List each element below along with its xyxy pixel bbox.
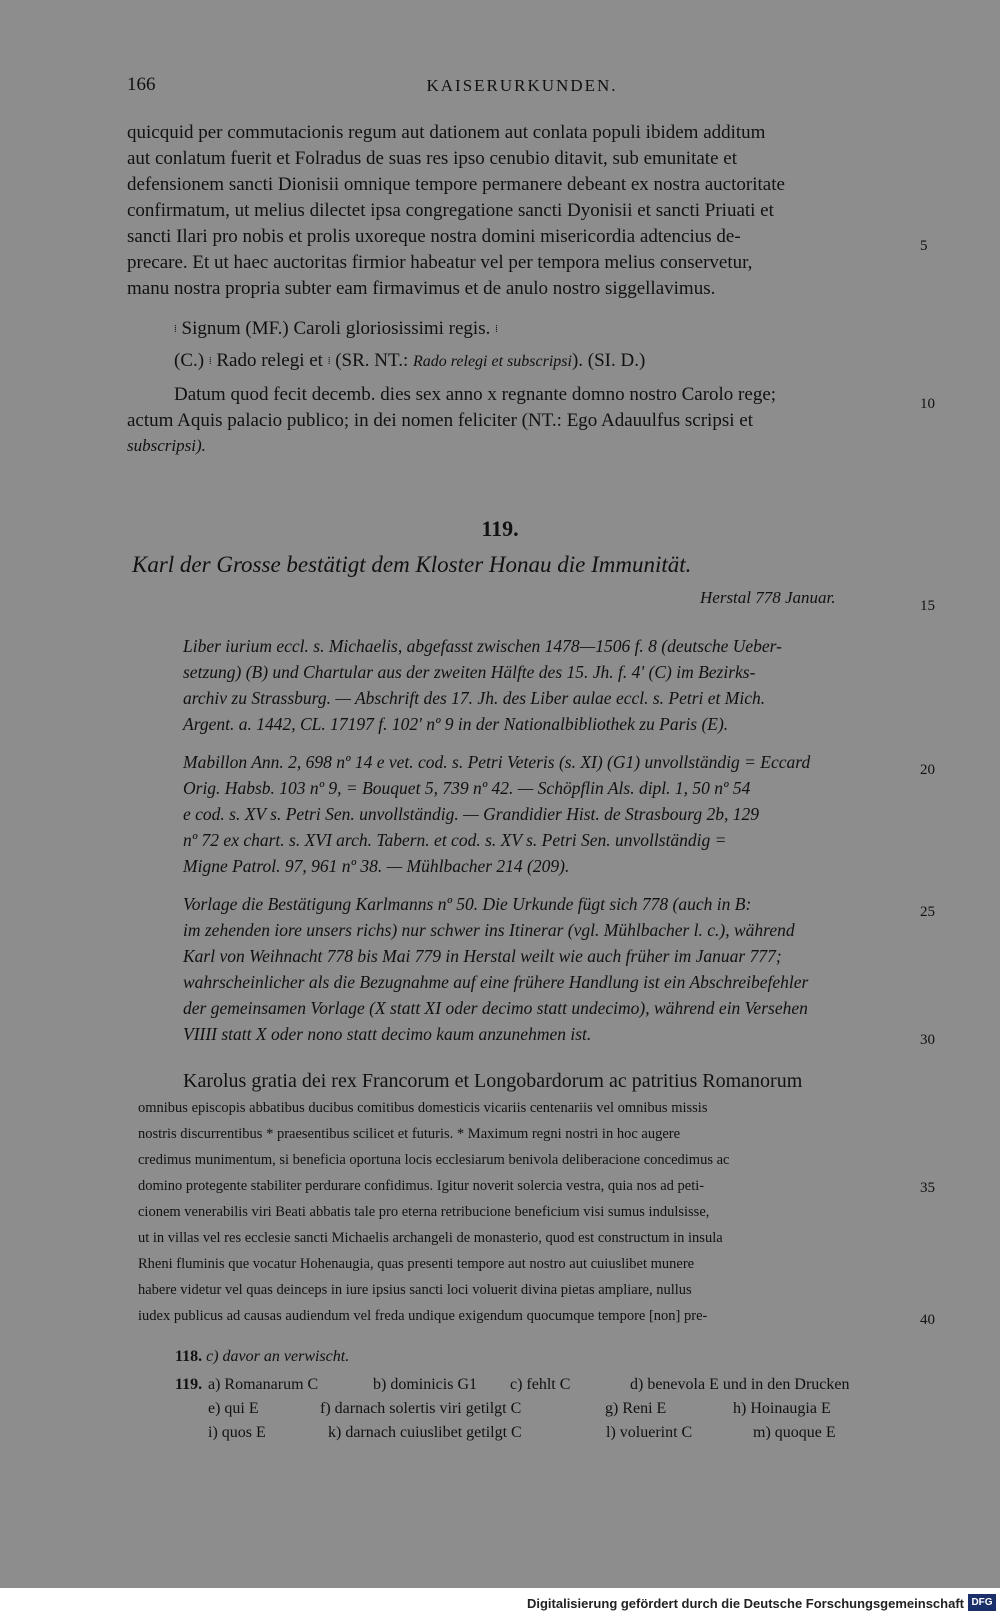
edition-line: e cod. s. XV s. Petri Sen. unvollständig. — Grandidier Hist. de Strasbourg 2b, 129 bbox=[183, 804, 760, 824]
commentary-line: der gemeinsamen Vorlage (X statt XI oder decimo statt undecimo), während ein Versehen bbox=[183, 998, 808, 1018]
line-marker: 15 bbox=[920, 598, 935, 614]
line-marker: 40 bbox=[920, 1312, 935, 1328]
datum-line: subscripsi). bbox=[127, 436, 206, 455]
charter-line: omnibus episcopis abbatibus ducibus comitibus domesticis vicariis centenariis vel omnibus missis bbox=[138, 1100, 708, 1116]
footnote-number: 119. bbox=[175, 1376, 203, 1393]
source-line: archiv zu Strassburg. — Abschrift des 17. Jh. des Liber aulae eccl. s. Petri et Mich. bbox=[183, 688, 766, 708]
chrismon-mark: ⁞ bbox=[208, 356, 212, 368]
text-line: manu nostra propria subter eam firmavimus et de anulo nostro siggellavimus. bbox=[127, 278, 716, 299]
text-line: aut conlatum fuerit et Folradus de suas res ipso cenubio ditavit, sub emunitate et bbox=[127, 148, 737, 169]
footnote-119-row bbox=[175, 1376, 202, 1394]
commentary-line: im zehenden iore unsers richs) nur schwer ins Itinerar (vgl. Mühlbacher l. c.), während bbox=[183, 920, 795, 940]
line-marker: 30 bbox=[920, 1032, 935, 1048]
commentary-line: VIIII statt X oder nono statt decimo kaum anzunehmen ist. bbox=[183, 1024, 592, 1044]
charter-line: domino protegente stabiliter perdurare confidimus. Igitur noverit solercia vestra, quia nos ad peti- bbox=[138, 1178, 705, 1194]
text-line: precare. Et ut haec auctoritas firmior habeatur vel per tempora melius conservetur, bbox=[127, 252, 753, 273]
page-number: 166 bbox=[127, 74, 156, 95]
commentary-line: Vorlage die Bestätigung Karlmanns nº 50. Die Urkunde fügt sich 778 (auch in B: bbox=[183, 894, 752, 914]
source-line: Argent. a. 1442, CL. 17197 f. 102' nº 9 in der Nationalbibliothek zu Paris (E). bbox=[183, 714, 729, 734]
footnote-item: i) quos E bbox=[208, 1424, 266, 1441]
edition-line: Mabillon Ann. 2, 698 nº 14 e vet. cod. s. Petri Veteris (s. XI) (G1) unvollständig = Eccard bbox=[183, 752, 811, 772]
signum-line bbox=[174, 318, 498, 340]
recognition-part: (SR. NT.: bbox=[335, 350, 409, 371]
datum-line: Datum quod fecit decemb. dies sex anno x regnante domno nostro Carolo rege; bbox=[174, 384, 777, 405]
charter-intitulatio: Karolus gratia dei rex Francorum et Longobardorum ac patritius Romanorum bbox=[183, 1070, 803, 1092]
footnote-item: a) Romanarum C bbox=[208, 1376, 319, 1393]
text-line: confirmatum, ut melius dilectet ipsa congregatione sancti Dyonisii et sancti Priuati et bbox=[127, 200, 774, 221]
source-line: Liber iurium eccl. s. Michaelis, abgefasst zwischen 1478—1506 f. 8 (deutsche Ueber- bbox=[183, 636, 782, 656]
signum-text: Signum (MF.) Caroli gloriosissimi regis. bbox=[181, 318, 491, 339]
footnote-item: b) dominicis G1 bbox=[373, 1376, 477, 1393]
recognition-part: Rado relegi et bbox=[216, 350, 323, 371]
document-title: Karl der Grosse bestätigt dem Kloster Honau die Immunität. bbox=[132, 552, 692, 577]
chrismon-mark: ⁞ bbox=[495, 324, 498, 336]
edition-line: Migne Patrol. 97, 961 nº 38. — Mühlbacher 214 (209). bbox=[183, 856, 570, 876]
footnote-item: f) darnach solertis viri getilgt C bbox=[320, 1400, 522, 1417]
footnote-item: m) quoque E bbox=[753, 1424, 836, 1441]
document-number: 119. bbox=[481, 516, 519, 541]
commentary-line: wahrscheinlicher als die Bezugnahme auf eine frühere Handlung ist ein Abschreibefehler bbox=[183, 972, 809, 992]
footnote-item: d) benevola E und in den Drucken bbox=[630, 1376, 850, 1393]
chrismon-mark: ⁞ bbox=[327, 356, 331, 368]
recognition-part: ). (SI. D.) bbox=[571, 350, 646, 371]
place-date: Herstal 778 Januar. bbox=[700, 588, 836, 607]
footnote-text: c) davor an verwischt. bbox=[206, 1348, 350, 1365]
footnote-118 bbox=[175, 1348, 349, 1366]
charter-line: credimus munimentum, si beneficia oportuna locis ecclesiarum benivola deliberacione concedimus ac bbox=[138, 1152, 730, 1168]
footnote-item: k) darnach cuiuslibet getilgt C bbox=[328, 1424, 522, 1441]
charter-line: Rheni fluminis que vocatur Hohenaugia, quas presenti tempore aut nostro aut cuiuslibet munere bbox=[138, 1256, 695, 1272]
recognition-part: (C.) bbox=[174, 350, 205, 371]
charter-line: ut in villas vel res ecclesie sancti Michaelis archangeli de monasterio, quod est constructum in insula bbox=[138, 1230, 723, 1246]
text-line: quicquid per commutacionis regum aut dationem aut conlata populi ibidem additum bbox=[127, 122, 766, 143]
commentary-line: Karl von Weihnacht 778 bis Mai 779 in Herstal weilt wie auch früher im Januar 777; bbox=[183, 946, 782, 966]
footnote-item: e) qui E bbox=[208, 1400, 259, 1417]
charter-line: iudex publicus ad causas audiendum vel freda undique exigendum quocumque tempore [non] pre- bbox=[138, 1308, 708, 1324]
text-line: sancti Ilari pro nobis et prolis uxoreque nostra domini misericordia adtencius de- bbox=[127, 226, 741, 247]
line-marker: 35 bbox=[920, 1180, 935, 1196]
chrismon-mark: ⁞ bbox=[174, 324, 177, 336]
recognition-line bbox=[174, 350, 645, 372]
footnote-number: 118. bbox=[175, 1348, 203, 1365]
charter-line: nostris discurrentibus * praesentibus scilicet et futuris. * Maximum regni nostri in hoc augere bbox=[138, 1126, 681, 1142]
line-marker: 20 bbox=[920, 762, 935, 778]
line-marker: 25 bbox=[920, 904, 935, 920]
edition-line: Orig. Habsb. 103 nº 9, = Bouquet 5, 739 nº 42. — Schöpflin Als. dipl. 1, 50 nº 54 bbox=[183, 778, 751, 798]
footnote-item: l) voluerint C bbox=[606, 1424, 693, 1441]
datum-line: actum Aquis palacio publico; in dei nomen feliciter (NT.: Ego Adauulfus scripsi et bbox=[127, 410, 753, 431]
source-line: setzung) (B) und Chartular aus der zweiten Hälfte des 15. Jh. f. 4' (C) im Bezirks- bbox=[183, 662, 756, 682]
footnote-item: c) fehlt C bbox=[510, 1376, 571, 1393]
edition-line: nº 72 ex chart. s. XVI arch. Tabern. et cod. s. XV s. Petri Sen. unvollständig = bbox=[183, 830, 727, 850]
line-marker: 10 bbox=[920, 396, 935, 412]
running-title: KAISERURKUNDEN. bbox=[426, 76, 618, 95]
line-marker: 5 bbox=[920, 238, 928, 254]
charter-line: cionem venerabilis viri Beati abbatis tale pro eterna retribucione beneficium visi sumus indulsisse, bbox=[138, 1204, 710, 1220]
digitization-credit: Digitalisierung gefördert durch die Deutsche Forschungsgemeinschaft bbox=[526, 1596, 964, 1611]
text-line: defensionem sancti Dionisii omnique tempore permanere debeant ex nostra auctoritate bbox=[127, 174, 785, 195]
footnote-item: g) Reni E bbox=[605, 1400, 667, 1417]
recognition-italic: Rado relegi et subscripsi bbox=[412, 353, 572, 370]
page-header bbox=[127, 74, 917, 104]
footnote-item: h) Hoinaugia E bbox=[733, 1400, 831, 1417]
charter-line: habere videtur vel quas deinceps in iure ipsius sancti loci voluerit divina pietas ampliare, nullus bbox=[138, 1282, 692, 1298]
footer-bar bbox=[0, 1588, 1000, 1618]
dfg-logo: DFG bbox=[968, 1594, 996, 1611]
